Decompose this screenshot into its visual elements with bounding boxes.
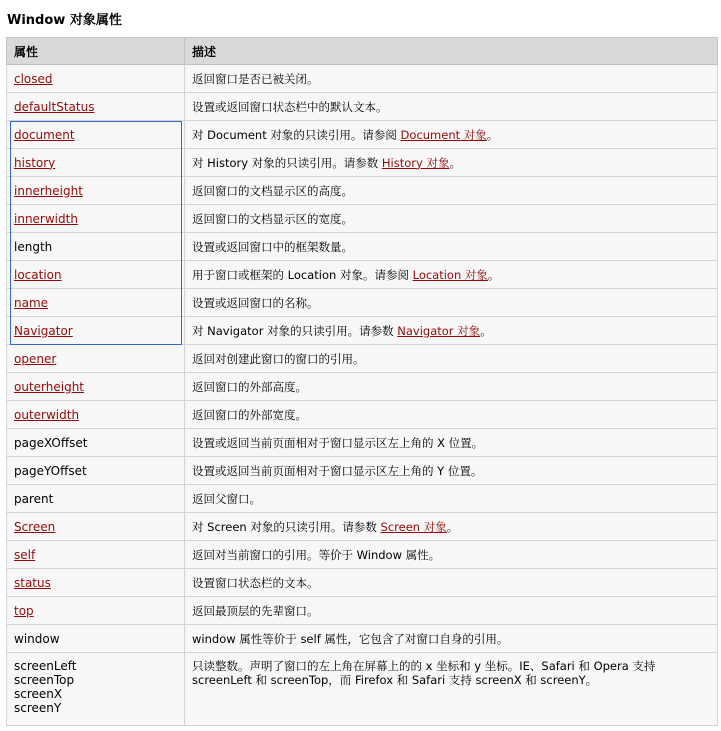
description-cell xyxy=(185,457,718,485)
description-cell xyxy=(185,65,718,93)
property-cell xyxy=(7,401,185,429)
table-row xyxy=(7,569,718,597)
property-cell xyxy=(7,317,185,345)
description-cell xyxy=(185,513,718,541)
property-name: length xyxy=(14,239,53,254)
description-text: 设置或返回当前页面相对于窗口显示区左上角的 X 位置。 xyxy=(192,435,484,450)
description-cell xyxy=(185,541,718,569)
description-cell xyxy=(185,429,718,457)
description-text: 只读整数。声明了窗口的左上角在屏幕上的的 x 坐标和 y 坐标。IE、Safari 和 Opera 支持 screenLeft 和 screenTop，而 Firefox 和 Safari 支持 screenX 和 screenY。 xyxy=(192,659,656,687)
description-text: 设置或返回窗口状态栏中的默认文本。 xyxy=(192,99,388,114)
description-text-end: 。 xyxy=(480,323,492,338)
description-cell xyxy=(185,149,718,177)
table-row xyxy=(7,653,718,726)
property-name: screenX xyxy=(14,687,63,701)
property-cell xyxy=(7,93,185,121)
description-text: 用于窗口或框架的 Location 对象。请参阅 xyxy=(192,267,413,282)
property-link[interactable]: opener xyxy=(14,351,57,366)
description-text: 返回窗口的文档显示区的高度。 xyxy=(192,183,353,198)
description-text: 设置或返回窗口中的框架数量。 xyxy=(192,239,353,254)
property-cell xyxy=(7,625,185,653)
property-link[interactable]: defaultStatus xyxy=(14,99,95,114)
description-cell xyxy=(185,233,718,261)
description-text: 返回窗口的外部宽度。 xyxy=(192,407,307,422)
property-cell xyxy=(7,597,185,625)
description-text-end: 。 xyxy=(486,127,499,142)
property-name: screenLeft xyxy=(14,659,77,673)
property-link[interactable]: top xyxy=(14,603,34,618)
description-cell xyxy=(185,653,718,726)
description-cell xyxy=(185,625,718,653)
properties-table xyxy=(6,37,718,726)
page-title: Window 对象属性 xyxy=(7,13,122,28)
table-row xyxy=(7,429,718,457)
description-cell xyxy=(185,345,718,373)
reference-link[interactable]: Document 对象 xyxy=(400,127,487,142)
table-row xyxy=(7,289,718,317)
description-text: 设置或返回窗口的名称。 xyxy=(192,295,319,310)
property-name: window xyxy=(14,631,60,646)
table-row xyxy=(7,513,718,541)
table-body xyxy=(7,65,718,726)
description-cell xyxy=(185,261,718,289)
description-cell xyxy=(185,177,718,205)
description-cell xyxy=(185,597,718,625)
table-row xyxy=(7,121,718,149)
property-name: screenY xyxy=(14,701,62,715)
table-row xyxy=(7,401,718,429)
property-cell xyxy=(7,233,185,261)
property-cell xyxy=(7,177,185,205)
property-cell xyxy=(7,289,185,317)
description-cell xyxy=(185,121,718,149)
property-link[interactable]: status xyxy=(14,575,51,590)
description-text: window 属性等价于 self 属性，它包含了对窗口自身的引用。 xyxy=(192,631,509,646)
property-cell xyxy=(7,261,185,289)
description-text: 返回窗口的文档显示区的宽度。 xyxy=(192,211,353,226)
property-cell xyxy=(7,345,185,373)
description-text: 返回最顶层的先辈窗口。 xyxy=(192,603,319,618)
property-link[interactable]: document xyxy=(14,127,75,142)
description-cell xyxy=(185,401,718,429)
table-row xyxy=(7,149,718,177)
property-link[interactable]: closed xyxy=(14,71,53,86)
description-cell xyxy=(185,205,718,233)
property-link[interactable]: innerheight xyxy=(14,183,83,198)
table-row xyxy=(7,625,718,653)
property-cell xyxy=(7,429,185,457)
description-text: 对 Screen 对象的只读引用。请参数 xyxy=(192,519,381,534)
description-text-end: 。 xyxy=(487,267,500,282)
property-link[interactable]: Navigator xyxy=(14,323,73,338)
description-text-end: 。 xyxy=(446,519,459,534)
table-row xyxy=(7,317,718,345)
reference-link[interactable]: Location 对象 xyxy=(412,267,488,282)
property-link[interactable]: outerwidth xyxy=(14,407,80,422)
property-cell xyxy=(7,457,185,485)
description-text: 对 Document 对象的只读引用。请参阅 xyxy=(192,127,401,142)
description-text: 对 Navigator 对象的只读引用。请参数 xyxy=(192,323,398,338)
reference-link[interactable]: Screen 对象 xyxy=(380,519,447,534)
table-row xyxy=(7,373,718,401)
description-text: 返回父窗口。 xyxy=(192,491,261,506)
property-cell xyxy=(7,65,185,93)
property-cell xyxy=(7,541,185,569)
property-name: pageXOffset xyxy=(14,435,88,450)
property-cell xyxy=(7,121,185,149)
reference-link[interactable]: Navigator 对象 xyxy=(397,323,481,338)
table-header-row xyxy=(7,38,718,65)
property-link[interactable]: location xyxy=(14,267,62,282)
header-description: 描述 xyxy=(185,38,718,65)
description-cell xyxy=(185,569,718,597)
description-cell xyxy=(185,373,718,401)
reference-link[interactable]: History 对象 xyxy=(381,155,450,170)
table-row xyxy=(7,457,718,485)
description-cell xyxy=(185,485,718,513)
description-text: 返回窗口是否已被关闭。 xyxy=(192,71,319,86)
description-text: 设置窗口状态栏的文本。 xyxy=(192,575,319,590)
property-link[interactable]: outerheight xyxy=(14,379,85,394)
table-row xyxy=(7,261,718,289)
description-text: 返回窗口的外部高度。 xyxy=(192,379,307,394)
table-row xyxy=(7,485,718,513)
table-row xyxy=(7,345,718,373)
property-cell xyxy=(7,485,185,513)
table-row xyxy=(7,65,718,93)
property-link[interactable]: history xyxy=(14,155,56,170)
header-property: 属性 xyxy=(7,38,185,65)
table-row xyxy=(7,177,718,205)
description-text: 设置或返回当前页面相对于窗口显示区左上角的 Y 位置。 xyxy=(192,463,483,478)
description-cell xyxy=(185,289,718,317)
table-row xyxy=(7,541,718,569)
property-link[interactable]: innerwidth xyxy=(14,211,78,226)
property-cell xyxy=(7,205,185,233)
table-row xyxy=(7,233,718,261)
description-cell xyxy=(185,93,718,121)
description-text: 返回对创建此窗口的窗口的引用。 xyxy=(192,351,365,366)
description-text-end: 。 xyxy=(449,155,461,170)
property-name: screenTop xyxy=(14,673,75,687)
property-cell xyxy=(7,513,185,541)
table-row xyxy=(7,597,718,625)
property-cell xyxy=(7,569,185,597)
description-text: 返回对当前窗口的引用。等价于 Window 属性。 xyxy=(192,547,441,562)
table-row xyxy=(7,93,718,121)
description-cell xyxy=(185,317,718,345)
description-text: 对 History 对象的只读引用。请参数 xyxy=(192,155,382,170)
property-cell xyxy=(7,653,185,726)
property-name: parent xyxy=(14,491,54,506)
table-row xyxy=(7,205,718,233)
property-name: pageYOffset xyxy=(14,463,87,478)
property-link[interactable]: self xyxy=(14,547,36,562)
property-cell xyxy=(7,149,185,177)
property-link[interactable]: Screen xyxy=(14,519,56,534)
property-link[interactable]: name xyxy=(14,295,49,310)
property-cell xyxy=(7,373,185,401)
